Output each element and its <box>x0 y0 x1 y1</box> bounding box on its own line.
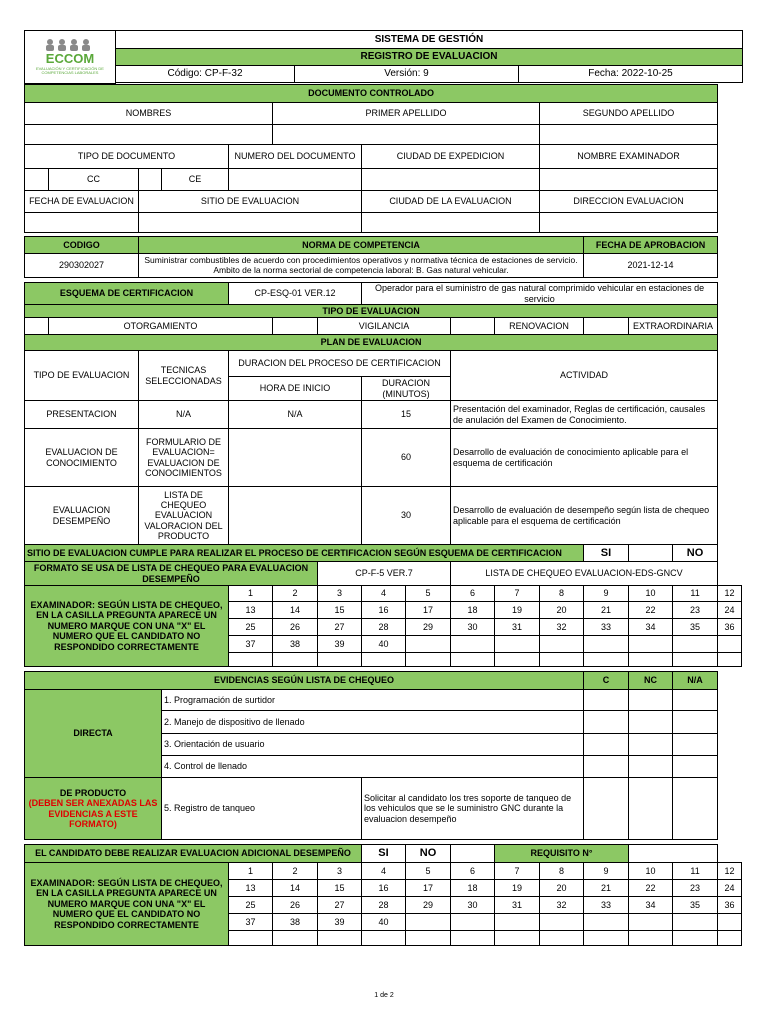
grid-cell[interactable]: 26 <box>273 619 318 636</box>
grid-cell[interactable]: 3 <box>318 586 362 602</box>
formato-code: CP-F-5 VER.7 <box>318 562 451 586</box>
grid-cell[interactable] <box>406 914 451 931</box>
grid-cell[interactable]: 8 <box>540 586 584 602</box>
grid-cell[interactable]: 20 <box>540 880 584 897</box>
doc-version: Versión: 9 <box>295 66 519 83</box>
grid-cell[interactable]: 37 <box>229 636 273 653</box>
evidencia-item: 3. Orientación de usuario <box>162 734 584 756</box>
adicional-label: EL CANDIDATO DEBE REALIZAR EVALUACION ADICIONAL DESEMPEÑO <box>25 845 362 863</box>
sitio-evaluacion-label: SITIO DE EVALUACION <box>139 191 362 213</box>
grid-cell[interactable] <box>540 636 584 653</box>
c-header: C <box>584 672 629 690</box>
codigo-header: CODIGO <box>25 237 139 254</box>
evidencia-item-5: 5. Registro de tanqueo <box>162 778 362 840</box>
otorgamiento-checkbox[interactable] <box>25 318 49 335</box>
plan-tipo-header: TIPO DE EVALUACION <box>25 351 139 401</box>
segundo-apellido-field[interactable] <box>540 125 718 145</box>
grid-cell[interactable]: 33 <box>584 897 629 914</box>
primer-apellido-field[interactable] <box>273 125 540 145</box>
sitio-si-label: SI <box>584 545 629 562</box>
grid-cell[interactable]: 4 <box>362 586 406 602</box>
grid-cell[interactable]: 25 <box>229 897 273 914</box>
esquema-desc: Operador para el suministro de gas natural comprimido vehicular en estaciones de servicio <box>362 283 718 305</box>
logo <box>25 31 116 84</box>
grid-cell[interactable] <box>406 636 451 653</box>
grid-cell[interactable]: 40 <box>362 914 406 931</box>
grid-cell[interactable]: 15 <box>318 602 362 619</box>
grid-cell[interactable]: 1 <box>229 586 273 602</box>
grid-cell[interactable]: 21 <box>584 602 629 619</box>
grid-cell[interactable]: 8 <box>540 863 584 880</box>
grid-cell[interactable]: 32 <box>540 897 584 914</box>
grid-cell[interactable]: 10 <box>629 863 673 880</box>
grid-cell[interactable]: 30 <box>451 619 495 636</box>
plan-duracion-header: DURACION (MINUTOS) <box>362 377 451 401</box>
grid-cell[interactable]: 36 <box>718 619 742 636</box>
grid-cell[interactable] <box>584 914 629 931</box>
nombre-examinador-label: NOMBRE EXAMINADOR <box>540 145 718 169</box>
grid-cell[interactable]: 34 <box>629 897 673 914</box>
vigilancia-checkbox[interactable] <box>273 318 318 335</box>
registro-title: REGISTRO DE EVALUACION <box>116 49 743 66</box>
norma-text <box>139 254 584 278</box>
grid-cell[interactable]: 17 <box>406 880 451 897</box>
grid-cell[interactable]: 29 <box>406 619 451 636</box>
evidencia-item: 2. Manejo de dispositivo de llenado <box>162 711 584 734</box>
grid-cell[interactable]: 28 <box>362 619 406 636</box>
grid-cell[interactable]: 38 <box>273 636 318 653</box>
grid-cell[interactable]: 2 <box>273 586 318 602</box>
norma-text-line1: Suministrar combustibles de acuerdo con procedimientos operativos y normativa técnica de estaciones de servicio. <box>144 255 578 266</box>
grid-cell[interactable]: 13 <box>229 602 273 619</box>
grid-cell[interactable]: 14 <box>273 602 318 619</box>
grid-cell[interactable] <box>495 636 540 653</box>
grid-cell[interactable]: 34 <box>629 619 673 636</box>
directa-label: DIRECTA <box>25 690 162 778</box>
sitio-no-label: NO <box>673 545 718 562</box>
sitio-evaluacion-field[interactable] <box>139 213 362 233</box>
requisito-label: REQUISITO N° <box>495 845 629 863</box>
logo-text: ECCOM <box>45 51 95 67</box>
grid-cell[interactable]: 23 <box>673 880 718 897</box>
tipo-evaluacion-banner: TIPO DE EVALUACION <box>25 305 718 318</box>
formato-name: LISTA DE CHEQUEO EVALUACION-EDS-GNCV <box>451 562 718 586</box>
extraordinaria-checkbox[interactable] <box>584 318 629 335</box>
sitio-cumple-label: SITIO DE EVALUACION CUMPLE PARA REALIZAR EL PROCESO DE CERTIFICACION SEGÚN ESQUEMA DE CERTIFICACION <box>25 545 584 562</box>
producto-cell <box>25 778 162 840</box>
numero-documento-label: NUMERO DEL DOCUMENTO <box>229 145 362 169</box>
primer-apellido-label: PRIMER APELLIDO <box>273 103 540 125</box>
grid-cell[interactable]: 2 <box>273 863 318 880</box>
grid-cell[interactable]: 39 <box>318 914 362 931</box>
direccion-evaluacion-label: DIRECCION EVALUACION <box>540 191 718 213</box>
grid-cell[interactable]: 4 <box>362 863 406 880</box>
otorgamiento-label: OTORGAMIENTO <box>49 318 273 335</box>
grid-cell[interactable]: 30 <box>451 897 495 914</box>
sitio-si-checkbox[interactable] <box>629 545 673 562</box>
fecha-aprobacion-value: 2021-12-14 <box>584 254 718 278</box>
grid-cell[interactable]: 29 <box>406 897 451 914</box>
grid-cell[interactable]: 21 <box>584 880 629 897</box>
controlado-banner: DOCUMENTO CONTROLADO <box>25 85 718 103</box>
plan-row: PRESENTACION N/A N/A 15 Presentación del examinador, Reglas de certificación, causales de anulación del Examen de Conocimiento. <box>25 401 742 429</box>
grid-cell[interactable] <box>718 636 742 653</box>
codigo-value: 290302027 <box>25 254 139 278</box>
direccion-evaluacion-field[interactable] <box>540 213 718 233</box>
grid-cell[interactable]: 7 <box>495 863 540 880</box>
renovacion-label: RENOVACION <box>495 318 584 335</box>
grid-cell[interactable] <box>629 636 673 653</box>
plan-banner: PLAN DE EVALUACION <box>25 335 718 351</box>
nombres-label: NOMBRES <box>25 103 273 125</box>
grid-cell[interactable]: 36 <box>718 897 742 914</box>
grid-cell[interactable] <box>584 636 629 653</box>
fecha-evaluacion-field[interactable] <box>25 213 139 233</box>
grid-cell[interactable] <box>451 914 495 931</box>
plan-row: EVALUACION DE CONOCIMIENTO FORMULARIO DE EVALUACION= EVALUACION DE CONOCIMIENTOS 60 Desarrollo de evaluación de conocimiento aplicable para el esquema de certificación <box>25 429 742 487</box>
grid-cell[interactable]: 24 <box>718 880 742 897</box>
grid-cell[interactable]: 32 <box>540 619 584 636</box>
grid-cell[interactable]: 37 <box>229 914 273 931</box>
form-table <box>24 84 742 946</box>
system-title: SISTEMA DE GESTIÓN <box>116 31 743 49</box>
grid-cell[interactable]: 7 <box>495 586 540 602</box>
nombre-examinador-field[interactable] <box>540 169 718 191</box>
cc-label: CC <box>49 169 139 191</box>
na-header: N/A <box>673 672 718 690</box>
grid-cell[interactable]: 9 <box>584 863 629 880</box>
grid-cell[interactable]: 3 <box>318 863 362 880</box>
grid-cell[interactable]: 10 <box>629 586 673 602</box>
grid-cell[interactable]: 20 <box>540 602 584 619</box>
grid-cell[interactable]: 26 <box>273 897 318 914</box>
grid-cell[interactable] <box>495 914 540 931</box>
grid-cell[interactable]: 6 <box>451 586 495 602</box>
grid-cell[interactable]: 14 <box>273 880 318 897</box>
grid-cell[interactable] <box>451 636 495 653</box>
grid-cell[interactable]: 35 <box>673 619 718 636</box>
producto-label: DE PRODUCTO <box>59 787 127 798</box>
grid-cell[interactable]: 18 <box>451 880 495 897</box>
doc-date: Fecha: 2022-10-25 <box>519 66 743 83</box>
numero-documento-field[interactable] <box>229 169 362 191</box>
ce-checkbox[interactable] <box>139 169 162 191</box>
grid-cell[interactable]: 19 <box>495 880 540 897</box>
nc-header: NC <box>629 672 673 690</box>
adicional-si-label: SI <box>362 845 406 863</box>
doc-code: Código: CP-F-32 <box>116 66 295 83</box>
grid-cell[interactable]: 28 <box>362 897 406 914</box>
grid-cell[interactable]: 27 <box>318 619 362 636</box>
plan-actividad-header: ACTIVIDAD <box>451 351 718 401</box>
grid-cell[interactable]: 5 <box>406 863 451 880</box>
adicional-checkbox[interactable] <box>451 845 495 863</box>
grid-cell[interactable]: 27 <box>318 897 362 914</box>
plan-row: EVALUACION DESEMPEÑO LISTA DE CHEQUEO EVALUACION VALORACION DEL PRODUCTO 30 Desarrollo de evaluación de desempeño según lista de chequeo aplicable para el esquema de certificación <box>25 487 742 545</box>
norma-text-line2: Ambito de la norma sectorial de competencia laboral: B. Gas natural vehicular. <box>213 264 509 275</box>
grid-cell[interactable]: 18 <box>451 602 495 619</box>
grid-cell[interactable]: 5 <box>406 586 451 602</box>
grid-cell[interactable]: 11 <box>673 586 718 602</box>
people-logo-icon <box>44 38 96 52</box>
producto-note: (DEBEN SER ANEXADAS LAS EVIDENCIAS A ESTE FORMATO) <box>28 798 158 829</box>
grid-cell[interactable]: 11 <box>673 863 718 880</box>
grid-cell[interactable]: 31 <box>495 897 540 914</box>
grid-cell[interactable]: 9 <box>584 586 629 602</box>
grid-cell[interactable] <box>718 914 742 931</box>
header-table <box>24 30 743 84</box>
grid-cell[interactable]: 24 <box>718 602 742 619</box>
formato-label: FORMATO SE USA DE LISTA DE CHEQUEO PARA EVALUACION DESEMPEÑO <box>25 562 318 586</box>
grid-cell[interactable] <box>540 914 584 931</box>
grid-cell[interactable]: 16 <box>362 880 406 897</box>
extraordinaria-label: EXTRAORDINARIA <box>629 318 718 335</box>
grid-cell[interactable]: 31 <box>495 619 540 636</box>
esquema-label: ESQUEMA DE CERTIFICACION <box>25 283 229 305</box>
grid-cell[interactable]: 12 <box>718 586 742 602</box>
grid-cell[interactable] <box>673 636 718 653</box>
plan-tecnicas-header: TECNICAS SELECCIONADAS <box>139 351 229 401</box>
grid-cell[interactable]: 1 <box>229 863 273 880</box>
renovacion-checkbox <box>451 318 495 335</box>
evidencias-banner: EVIDENCIAS SEGÚN LISTA DE CHEQUEO <box>25 672 584 690</box>
cc-checkbox[interactable] <box>25 169 49 191</box>
ciudad-evaluacion-label: CIUDAD DE LA EVALUACION <box>362 191 540 213</box>
plan-duracion-proc-header: DURACION DEL PROCESO DE CERTIFICACION <box>229 351 451 377</box>
segundo-apellido-label: SEGUNDO APELLIDO <box>540 103 718 125</box>
evidencia-item: 1. Programación de surtidor <box>162 690 584 711</box>
grid-cell[interactable]: 19 <box>495 602 540 619</box>
grid-cell[interactable]: 23 <box>673 602 718 619</box>
grid-cell[interactable]: 22 <box>629 880 673 897</box>
grid-cell[interactable] <box>673 914 718 931</box>
grid-cell[interactable]: 33 <box>584 619 629 636</box>
adicional-no-label: NO <box>406 845 451 863</box>
vigilancia-label: VIGILANCIA <box>318 318 451 335</box>
ciudad-expedicion-field[interactable] <box>362 169 540 191</box>
grid-cell[interactable]: 17 <box>406 602 451 619</box>
examinador-note-2: EXAMINADOR: SEGÚN LISTA DE CHEQUEO, EN LA CASILLA PREGUNTA APARECE UN NUMERO MARQUE CON UNA "X" EL NUMERO QUE EL CANDIDATO NO RESPONDIDO CORRECTAMENTE <box>25 863 229 946</box>
ce-label: CE <box>162 169 229 191</box>
grid-cell[interactable]: 38 <box>273 914 318 931</box>
grid-cell[interactable] <box>629 914 673 931</box>
grid-cell[interactable]: 12 <box>718 863 742 880</box>
logo-subtitle: EVALUACIÓN Y CERTIFICACIÓN DE COMPETENCIAS LABORALES <box>36 66 104 76</box>
evidencia-item: 4. Control de llenado <box>162 756 584 778</box>
tipo-documento-label: TIPO DE DOCUMENTO <box>25 145 229 169</box>
examinador-note: EXAMINADOR: SEGÚN LISTA DE CHEQUEO, EN LA CASILLA PREGUNTA APARECE UN NUMERO MARQUE CON UNA "X" EL NUMERO QUE EL CANDIDATO NO RESPONDIDO CORRECTAMENTE <box>25 586 229 667</box>
norma-header: NORMA DE COMPETENCIA <box>139 237 584 254</box>
grid-cell[interactable]: 6 <box>451 863 495 880</box>
grid-cell[interactable]: 13 <box>229 880 273 897</box>
grid-cell[interactable]: 16 <box>362 602 406 619</box>
nombres-field[interactable] <box>25 125 273 145</box>
plan-hora-header: HORA DE INICIO <box>229 377 362 401</box>
evidencia-item-5-desc: Solicitar al candidato los tres soporte de tanqueo de los vehiculos que se le suministro GNC durante la evaluacion desempeño <box>362 778 584 840</box>
ciudad-expedicion-label: CIUDAD DE EXPEDICION <box>362 145 540 169</box>
grid-cell[interactable]: 35 <box>673 897 718 914</box>
esquema-code: CP-ESQ-01 VER.12 <box>229 283 362 305</box>
fecha-aprobacion-header: FECHA DE APROBACION <box>584 237 718 254</box>
fecha-evaluacion-label: FECHA DE EVALUACION <box>25 191 139 213</box>
page-footer: 1 de 2 <box>374 992 394 999</box>
grid-cell[interactable]: 39 <box>318 636 362 653</box>
requisito-field[interactable] <box>629 845 718 863</box>
grid-cell[interactable]: 22 <box>629 602 673 619</box>
grid-cell[interactable]: 40 <box>362 636 406 653</box>
grid-cell[interactable]: 25 <box>229 619 273 636</box>
grid-cell[interactable]: 15 <box>318 880 362 897</box>
ciudad-evaluacion-field[interactable] <box>362 213 540 233</box>
